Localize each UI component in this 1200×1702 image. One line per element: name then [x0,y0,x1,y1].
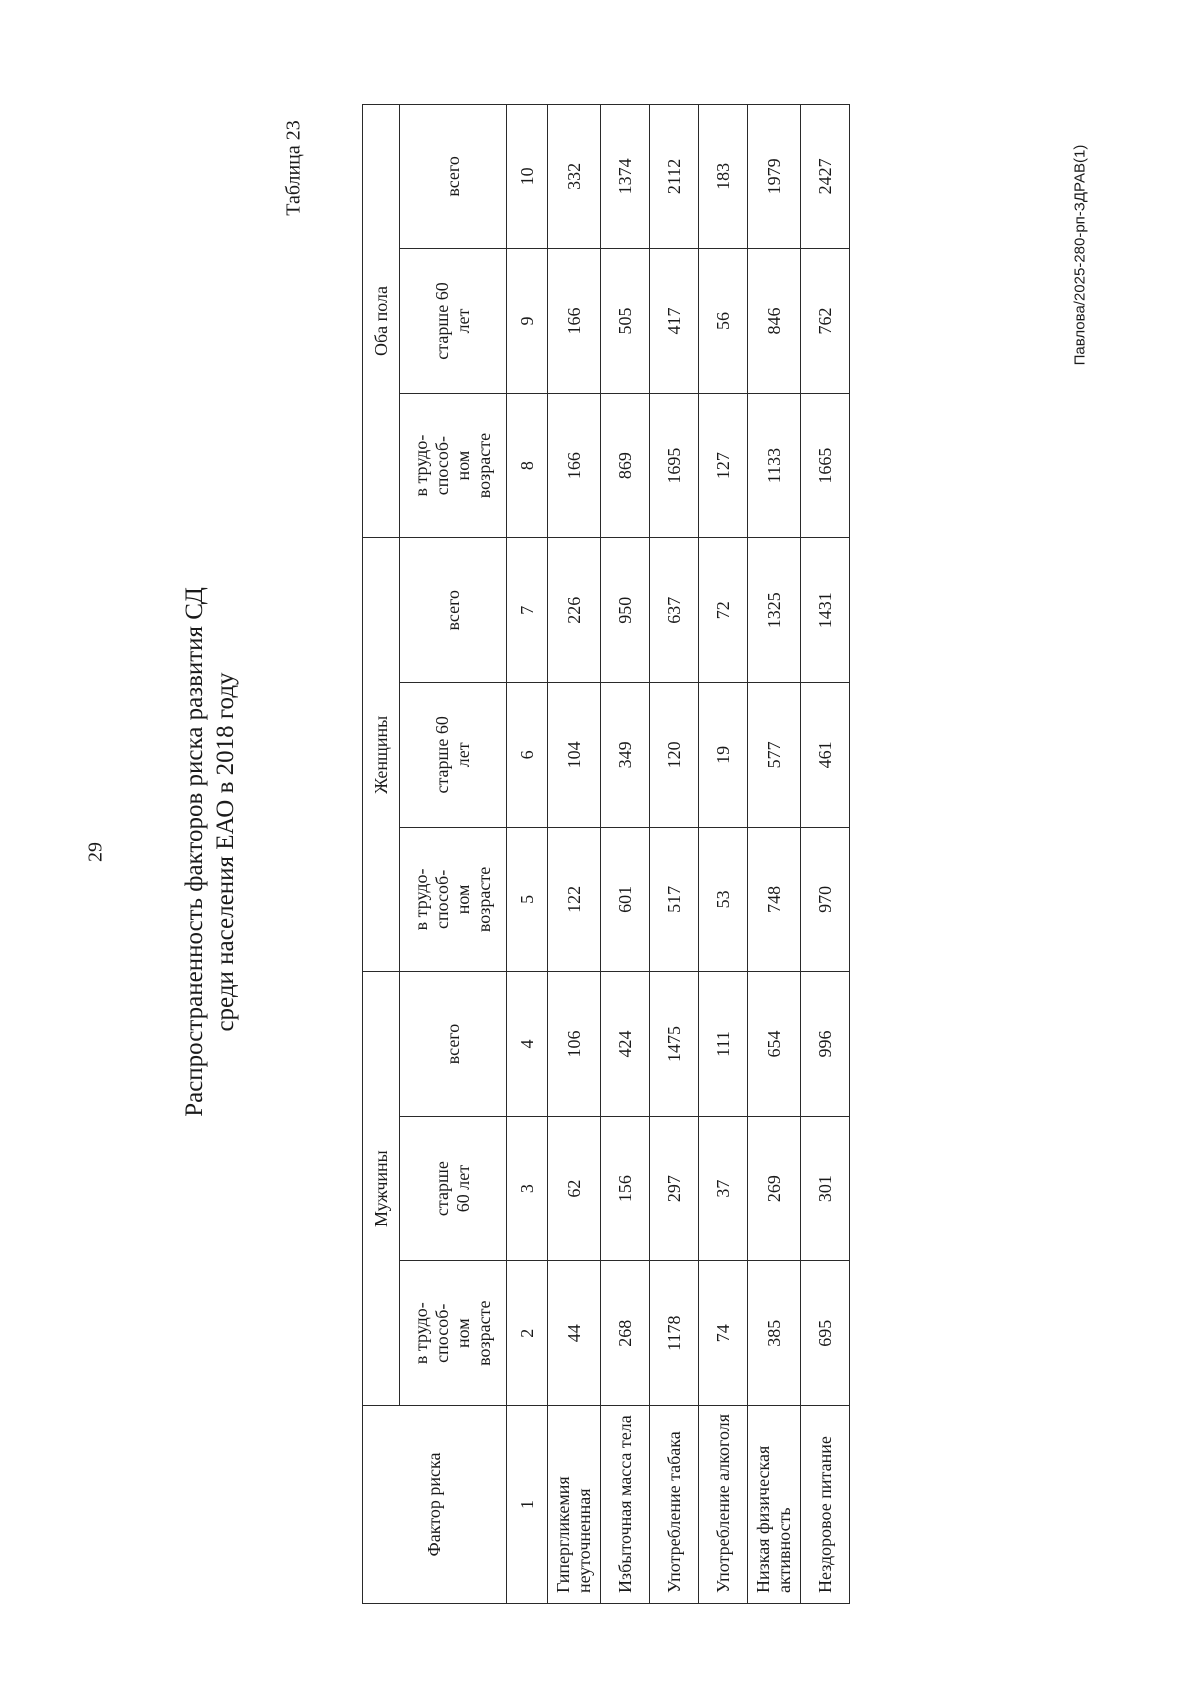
value-cell: 226 [548,538,601,683]
table-row [748,104,801,1603]
factor-line: Употребление табака [663,1431,684,1593]
document-reference: Павлова/2025-280-рп-ЗДРАВ(1) [1071,144,1089,366]
value-cell: 417 [650,249,699,394]
value-cell: 1695 [650,393,699,538]
subheader-line: старше 60 [432,282,452,360]
value-cell: 577 [748,683,801,828]
factor-cell [650,1406,699,1604]
title-line-2: среди населения ЕАО в 2018 году [212,672,239,1032]
factor-cell [601,1406,650,1604]
value-cell: 297 [650,1116,699,1261]
table-row [548,104,601,1603]
value-cell: 869 [601,393,650,538]
value-cell: 2112 [650,104,699,249]
column-number-cell: 8 [507,393,548,538]
table-title [179,587,241,1117]
factor-line: неуточненная [574,1488,594,1593]
value-cell: 104 [548,683,601,828]
value-cell: 1475 [650,972,699,1117]
factor-line: активность [774,1507,794,1593]
value-cell: 1431 [801,538,850,683]
value-cell: 1133 [748,393,801,538]
subheader-line: всего [442,589,463,631]
value-cell: 74 [699,1261,748,1406]
factor-line: Низкая физическая [753,1445,773,1593]
subheader-line: возрасте [474,866,494,933]
factor-line: Употребление алкоголя [712,1414,733,1593]
column-number-cell: 9 [507,249,548,394]
subheader-line: всего [442,156,463,197]
value-cell: 505 [601,249,650,394]
value-cell: 111 [699,972,748,1117]
group-header-men: Мужчины [363,972,400,1406]
value-cell: 301 [801,1116,850,1261]
value-cell: 62 [548,1116,601,1261]
table-row [699,104,748,1603]
value-cell: 1325 [748,538,801,683]
subheader-cell [400,393,507,538]
group-header-women: Женщины [363,538,400,972]
column-number-cell: 7 [507,538,548,683]
column-number-cell: 6 [507,683,548,828]
value-cell: 120 [650,683,699,828]
column-number-cell: 4 [507,972,548,1117]
value-cell: 349 [601,683,650,828]
subheader-line: способ- [432,1303,452,1363]
subheader-cell [400,104,507,249]
column-number-cell: 3 [507,1116,548,1261]
table-row [601,104,650,1603]
subheader-cell [400,538,507,683]
value-cell: 2427 [801,104,850,249]
value-cell: 72 [699,538,748,683]
value-cell: 37 [699,1116,748,1261]
value-cell: 166 [548,249,601,394]
subheader-cell [400,683,507,828]
value-cell: 1979 [748,104,801,249]
subheader-line: способ- [432,869,452,930]
factor-header: Фактор риска [363,1406,507,1604]
value-cell: 53 [699,827,748,972]
factor-line: Избыточная масса тела [614,1415,635,1593]
table-container [362,104,844,1604]
value-cell: 385 [748,1261,801,1406]
value-cell: 517 [650,827,699,972]
group-header-both: Оба пола [363,104,400,538]
factor-cell [548,1406,601,1604]
value-cell: 127 [699,393,748,538]
subheader-cell [400,1261,507,1406]
value-cell: 970 [801,827,850,972]
subheader-cell [400,827,507,972]
value-cell: 269 [748,1116,801,1261]
column-number-cell: 1 [507,1406,548,1604]
subheader-line: всего [442,1023,463,1065]
risk-factor-table [362,104,850,1604]
value-cell: 156 [601,1116,650,1261]
factor-cell [801,1406,850,1604]
value-cell: 19 [699,683,748,828]
page-number: 29 [84,842,107,862]
value-cell: 637 [650,538,699,683]
subheader-line: способ- [432,435,452,496]
factor-line: Нездоровое питание [814,1436,835,1593]
value-cell: 106 [548,972,601,1117]
value-cell: 846 [748,249,801,394]
subheader-line: 60 лет [453,1164,473,1213]
value-cell: 1374 [601,104,650,249]
factor-cell [748,1406,801,1604]
table-label: Таблица 23 [282,120,305,216]
value-cell: 762 [801,249,850,394]
subheader-line: в трудо- [411,868,431,931]
value-cell: 44 [548,1261,601,1406]
factor-cell [699,1406,748,1604]
value-cell: 332 [548,104,601,249]
subheader-cell [400,972,507,1117]
value-cell: 1178 [650,1261,699,1406]
value-cell: 56 [699,249,748,394]
column-number-cell: 2 [507,1261,548,1406]
title-line-1: Распространенность факторов риска развития СД [181,587,208,1117]
value-cell: 122 [548,827,601,972]
value-cell: 461 [801,683,850,828]
subheader-line: старше [432,1161,452,1217]
column-number-cell: 10 [507,104,548,249]
value-cell: 268 [601,1261,650,1406]
subheader-line: лет [453,742,473,768]
subheader-line: старше 60 [432,716,452,794]
value-cell: 601 [601,827,650,972]
value-cell: 183 [699,104,748,249]
value-cell: 748 [748,827,801,972]
value-cell: 424 [601,972,650,1117]
table-row [650,104,699,1603]
subheader-line: в трудо- [411,434,431,497]
value-cell: 654 [748,972,801,1117]
factor-line: Гипергликемия [553,1476,573,1593]
table-row [801,104,850,1603]
subheader-line: ном [453,450,473,481]
subheader-line: лет [453,308,473,334]
subheader-line: возрасте [474,432,494,499]
value-cell: 996 [801,972,850,1117]
value-cell: 950 [601,538,650,683]
subheader-cell [400,249,507,394]
column-number-cell: 5 [507,827,548,972]
value-cell: 1665 [801,393,850,538]
subheader-line: ном [453,1318,473,1349]
value-cell: 166 [548,393,601,538]
value-cell: 695 [801,1261,850,1406]
subheader-line: ном [453,884,473,915]
subheader-line: возрасте [474,1300,494,1366]
subheader-cell [400,1116,507,1261]
subheader-line: в трудо- [411,1302,431,1365]
